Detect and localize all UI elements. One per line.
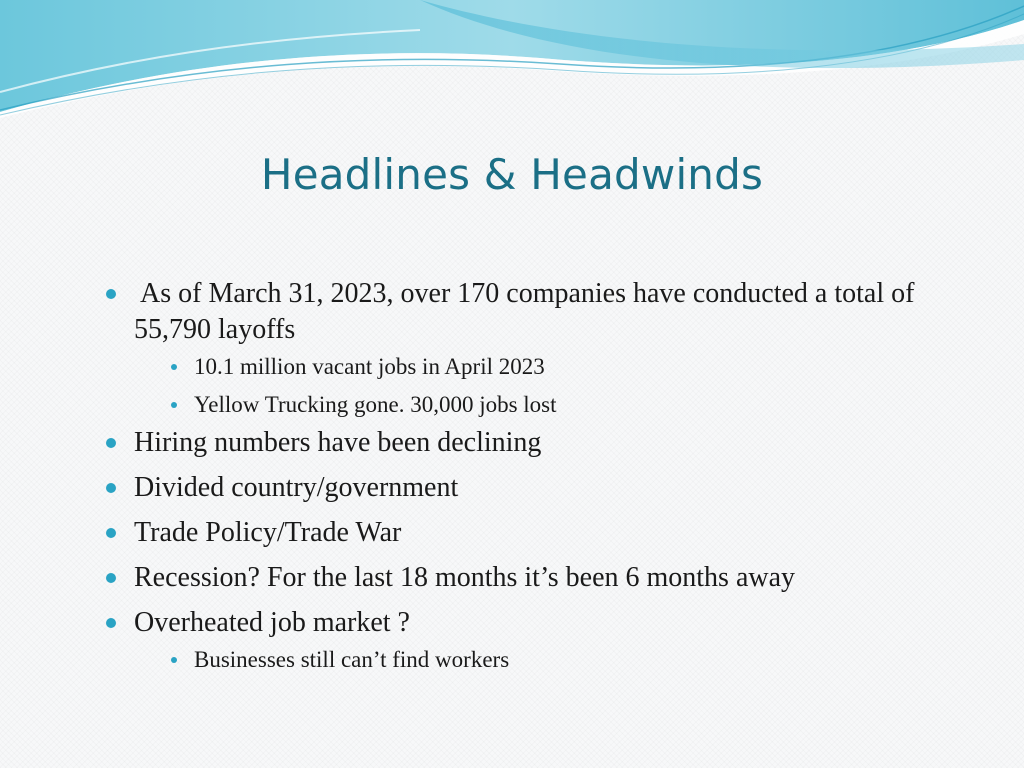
sub-bullet-dot-icon bbox=[171, 364, 177, 370]
sub-bullet-text: 10.1 million vacant jobs in April 2023 bbox=[194, 354, 545, 379]
bullet-item-hiring bbox=[104, 425, 934, 461]
sub-bullet-dot-icon bbox=[171, 657, 177, 663]
bullet-dot-icon bbox=[106, 289, 116, 299]
bullet-text: As of March 31, 2023, over 170 companies have conducted a total of 55,790 layoffs bbox=[134, 278, 915, 345]
bullet-item-divided bbox=[104, 470, 934, 506]
bullet-dot-icon bbox=[106, 573, 116, 583]
bullet-dot-icon bbox=[106, 528, 116, 538]
bullet-text: Overheated job market ? bbox=[134, 607, 410, 638]
bullet-dot-icon bbox=[106, 483, 116, 493]
bullet-item-recession bbox=[104, 560, 934, 596]
bullet-item-layoffs bbox=[104, 276, 934, 420]
bullet-text: Recession? For the last 18 months it’s been 6 months away bbox=[134, 562, 796, 593]
sub-bullet-dot-icon bbox=[171, 402, 177, 408]
slide-title: Headlines & Headwinds bbox=[260, 150, 764, 199]
bullet-item-job-market bbox=[104, 605, 934, 675]
sub-bullet-workers bbox=[164, 645, 934, 675]
bullet-text: Trade Policy/Trade War bbox=[134, 517, 402, 548]
sub-bullet-text: Businesses still can’t find workers bbox=[194, 647, 510, 672]
sub-bullet-vacant-jobs bbox=[164, 352, 934, 382]
sub-bullet-text: Yellow Trucking gone. 30,000 jobs lost bbox=[194, 392, 557, 417]
bullet-dot-icon bbox=[106, 618, 116, 628]
sub-bullet-yellow-trucking bbox=[164, 390, 934, 420]
bullet-item-trade bbox=[104, 515, 934, 551]
bullet-dot-icon bbox=[106, 438, 116, 448]
bullet-text: Divided country/government bbox=[134, 472, 459, 503]
bullet-list bbox=[104, 276, 934, 680]
header-wave-decoration bbox=[0, 0, 1024, 140]
bullet-text: Hiring numbers have been declining bbox=[134, 427, 542, 458]
